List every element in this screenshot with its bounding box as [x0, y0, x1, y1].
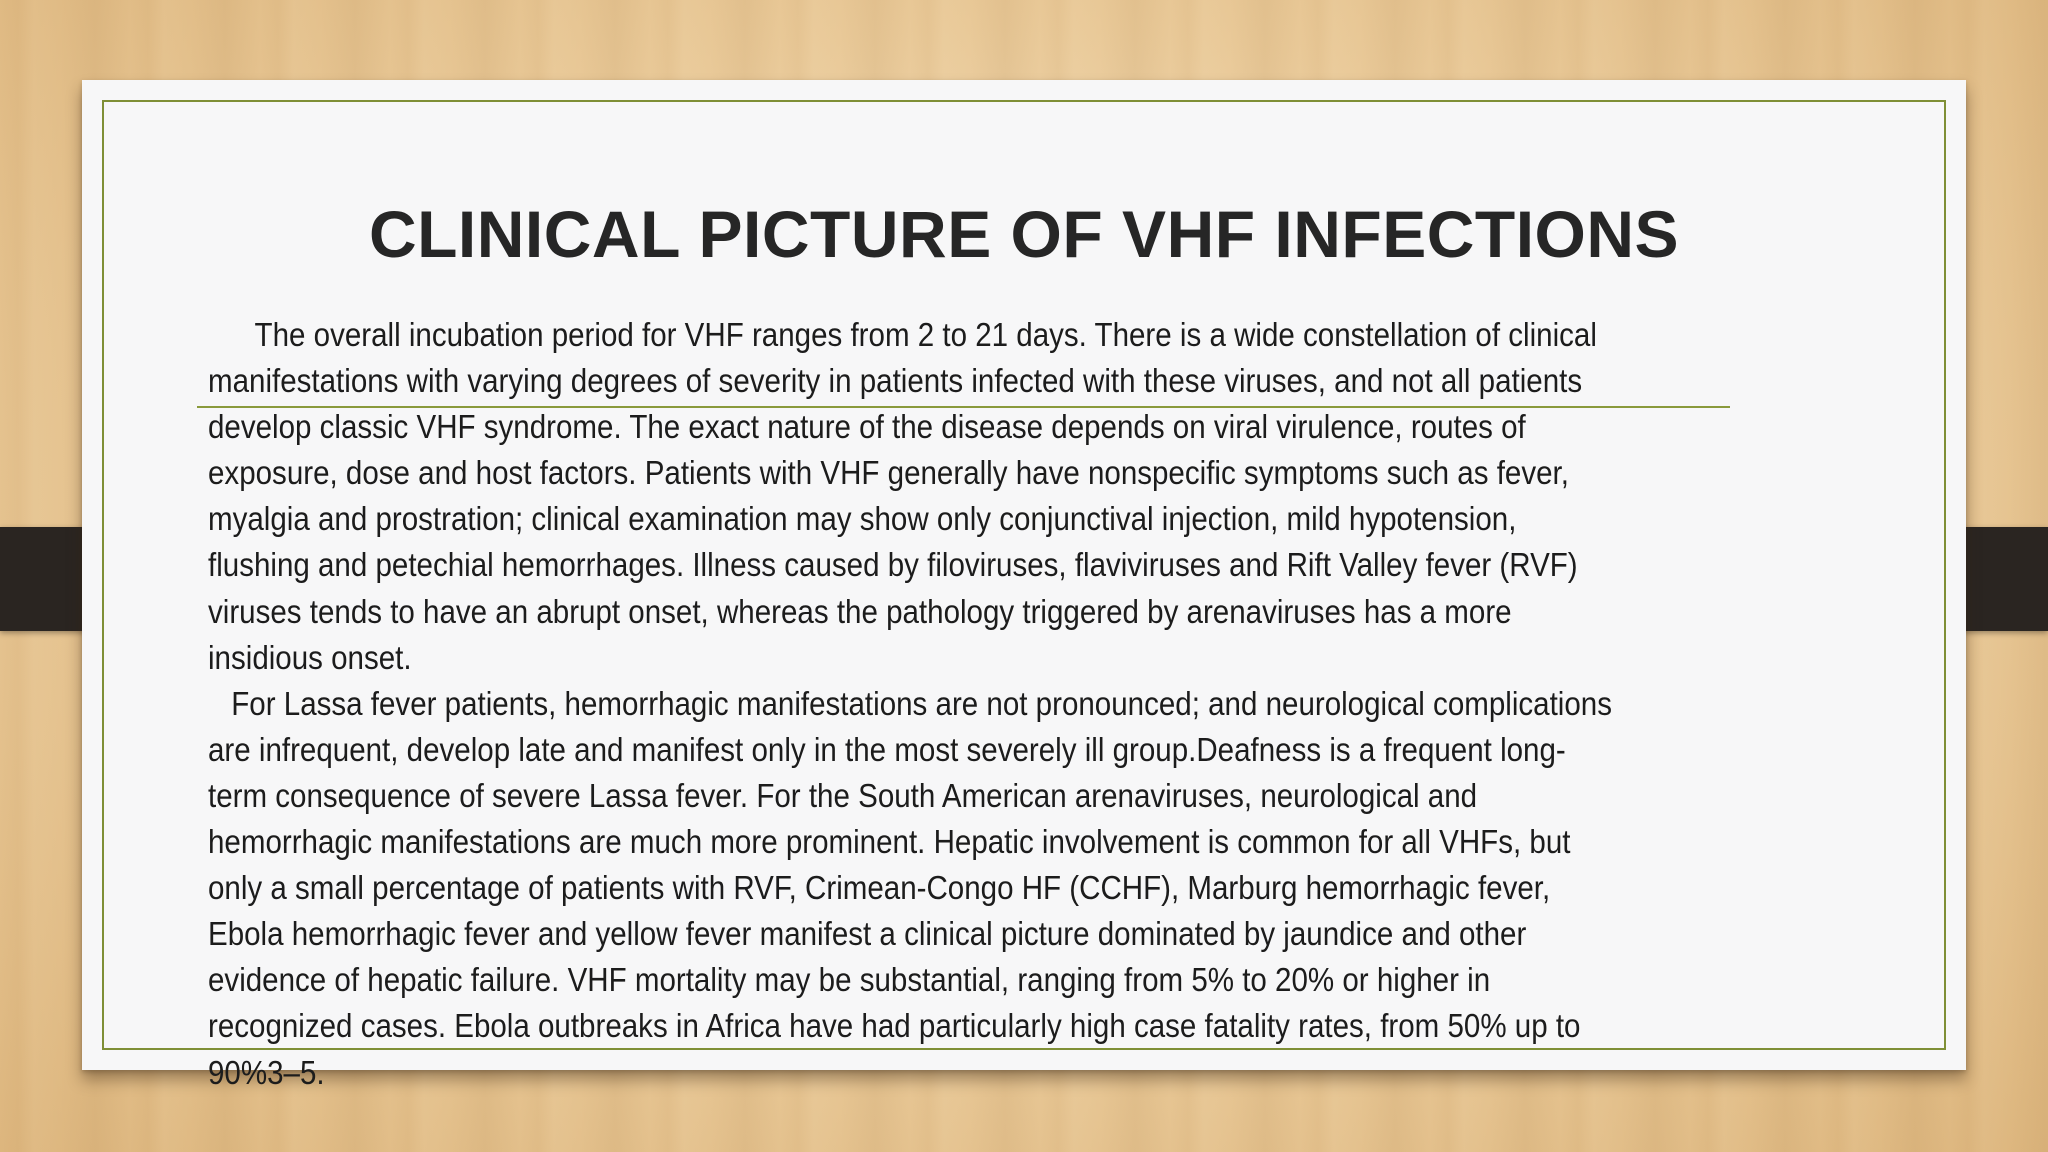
slide-body: [208, 312, 1622, 1096]
body-paragraph-2: For Lassa fever patients, hemorrhagic manifestations are not pronounced; and neurological complications are infrequent, develop late and manifest only in the most severely ill group.Deafness is a frequent long-term consequence of severe Lassa fever. For the South American arenaviruses, neurological and hemorrhagic manifestations are much more prominent. Hepatic involvement is common for all VHFs, but only a small percentage of patients with RVF, Crimean-Congo HF (CCHF), Marburg hemorrhagic fever, Ebola hemorrhagic fever and yellow fever manifest a clinical picture dominated by jaundice and other evidence of hepatic failure. VHF mortality may be substantial, ranging from 5% to 20% or higher in recognized cases. Ebola outbreaks in Africa have had particularly high case fatality rates, from 50% up to 90%3–5.: [208, 684, 1612, 1091]
slide-card: [82, 80, 1966, 1091]
body-paragraph-1: The overall incubation period for VHF ranges from 2 to 21 days. There is a wide constellation of clinical manifestations with varying degrees of severity in patients infected with these viruses, and not all patients develop classic VHF syndrome. The exact nature of the disease depends on viral virulence, routes of exposure, dose and host factors. Patients with VHF generally have nonspecific symptoms such as fever, myalgia and prostration; clinical examination may show only conjunctival injection, mild hypotension, flushing and petechial hemorrhages. Illness caused by filoviruses, flaviviruses and Rift Valley fever (RVF) viruses tends to have an abrupt onset, whereas the pathology triggered by arenaviruses has a more insidious onset.: [208, 316, 1597, 676]
slide-title: CLINICAL PICTURE OF VHF INFECTIONS: [368, 197, 1680, 271]
